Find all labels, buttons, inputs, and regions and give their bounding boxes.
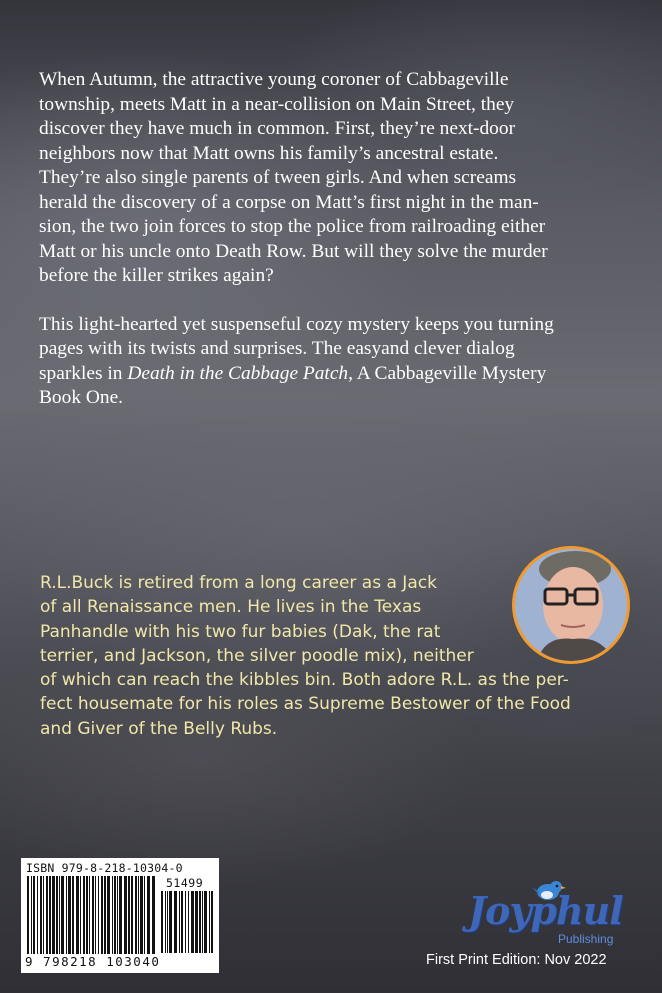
blurb-line: township, meets Matt in a near-collision on Main Street, they [39,93,515,115]
barcode-bar [209,891,210,953]
barcode-bar [52,876,55,954]
barcode-bar [174,891,177,953]
barcode-bar [169,891,172,953]
blurb-line: pages with its twists and surprises. The easyand clever dialog [39,338,515,359]
barcode-bar [179,891,180,953]
bio-line: of all Renaissance men. He lives in the Texas [40,597,422,618]
barcode-bar [80,876,81,954]
bio-line: R.L.Buck is retired from a long career as a Jack [40,573,437,593]
barcode-bar [92,876,94,954]
ean-digits: 9 798218 103040 [25,954,161,969]
barcode-bar [107,876,110,954]
barcode-bar [61,876,64,954]
barcode-bar [191,891,194,953]
barcode-bar [68,876,71,954]
barcode-bar [138,876,139,954]
blurb-line: before the killer strikes again? [39,265,274,286]
barcode-bar [59,876,60,954]
publisher-wordmark: Joyphul [468,888,623,933]
blurb-line: When Autumn, the attractive young coroner of Cabbageville [39,69,509,90]
blurb-line: discover they have much in common. First, they’re next-door [39,118,516,139]
barcode-bar [31,876,32,954]
barcode-bar [66,876,67,954]
isbn-label: ISBN 979-8-218-10304-0 [26,861,183,875]
barcode-bar [40,876,42,954]
barcode-bar [185,891,186,953]
barcode-bar [128,876,130,954]
barcode-bar [135,876,137,954]
addon-digits: 51499 [166,876,204,890]
barcode-bar [46,876,48,954]
barcode-bar [114,876,116,954]
barcode-bar [119,876,122,954]
bio-line: Panhandle with his two fur babies (Dak, the rat [40,621,441,642]
publisher-logo [462,880,632,950]
bio-line: of which can reach the kibbles bin. Both adore R.L. as the per- [40,670,569,691]
barcode-bar [98,876,99,954]
barcode-bar [147,876,150,954]
blurb-line: This light-hearted yet suspenseful cozy mystery keeps you turning [39,313,554,335]
barcode-bar [117,876,118,954]
blurb-paragraph-1 [39,68,629,289]
barcode-bar [144,876,145,954]
barcode-bar [131,876,133,954]
barcode-bar [204,891,207,953]
edition-label: First Print Edition: Nov 2022 [426,952,607,968]
barcode-bar [101,876,103,954]
barcode-bar [112,876,113,954]
barcode-bar [72,876,74,954]
blurb-paragraph-2 [39,313,629,411]
barcode-bar [188,891,189,953]
barcode-bar [140,876,143,954]
barcode-bar [104,876,106,954]
barcode-bar [199,891,201,953]
blurb-line: herald the discovery of a corpse on Matt’s first night in the man- [39,191,539,213]
bio-line: fect housemate for his roles as Supreme Bestower of the Food [40,694,571,715]
barcode-bar [86,876,88,954]
blurb-line: , A Cabbageville Mystery [348,362,547,384]
author-bio [40,571,650,741]
barcode-bar [37,876,38,954]
publisher-subtitle: Publishing [558,932,614,946]
blurb-line: Matt or his uncle onto Death Row. But will they solve the murder [39,240,548,262]
barcode-bar [83,876,85,954]
addon-barcode-bars [161,891,215,953]
barcode-bar [95,876,96,954]
book-blurb [39,68,629,411]
barcode-bar [181,891,183,953]
barcode-bar [124,876,127,954]
barcode-bar [33,876,35,954]
barcode-bar [43,876,44,954]
book-title: Death in the Cabbage Patch [127,362,349,384]
barcode-bar [195,891,198,953]
blurb-line: Book One. [39,387,124,408]
barcode-bar [211,891,213,953]
barcode-bar [56,876,58,954]
blurb-line: sparkles in [39,362,128,384]
barcode-bar [76,876,79,954]
barcode-bar [167,891,168,953]
barcode-bar [161,891,163,953]
bio-line: and Giver of the Belly Rubs. [40,718,278,739]
blurb-line: neighbors now that Matt owns his family’s ancestral estate. [39,142,499,164]
barcode-bar [49,876,51,954]
ean-barcode-bars [27,876,159,956]
barcode-bar [89,876,90,954]
blurb-line: They’re also single parents of tween girls. And when screams [39,167,517,188]
barcode-bar [27,876,29,954]
bio-line: terrier, and Jackson, the silver poodle mix), neither [40,645,474,666]
barcode-bar [165,891,166,953]
blurb-line: sion, the two join forces to stop the police from railroading either [39,216,546,237]
barcode-bar [152,876,155,954]
barcode-bar [202,891,203,953]
isbn-barcode [21,858,219,973]
